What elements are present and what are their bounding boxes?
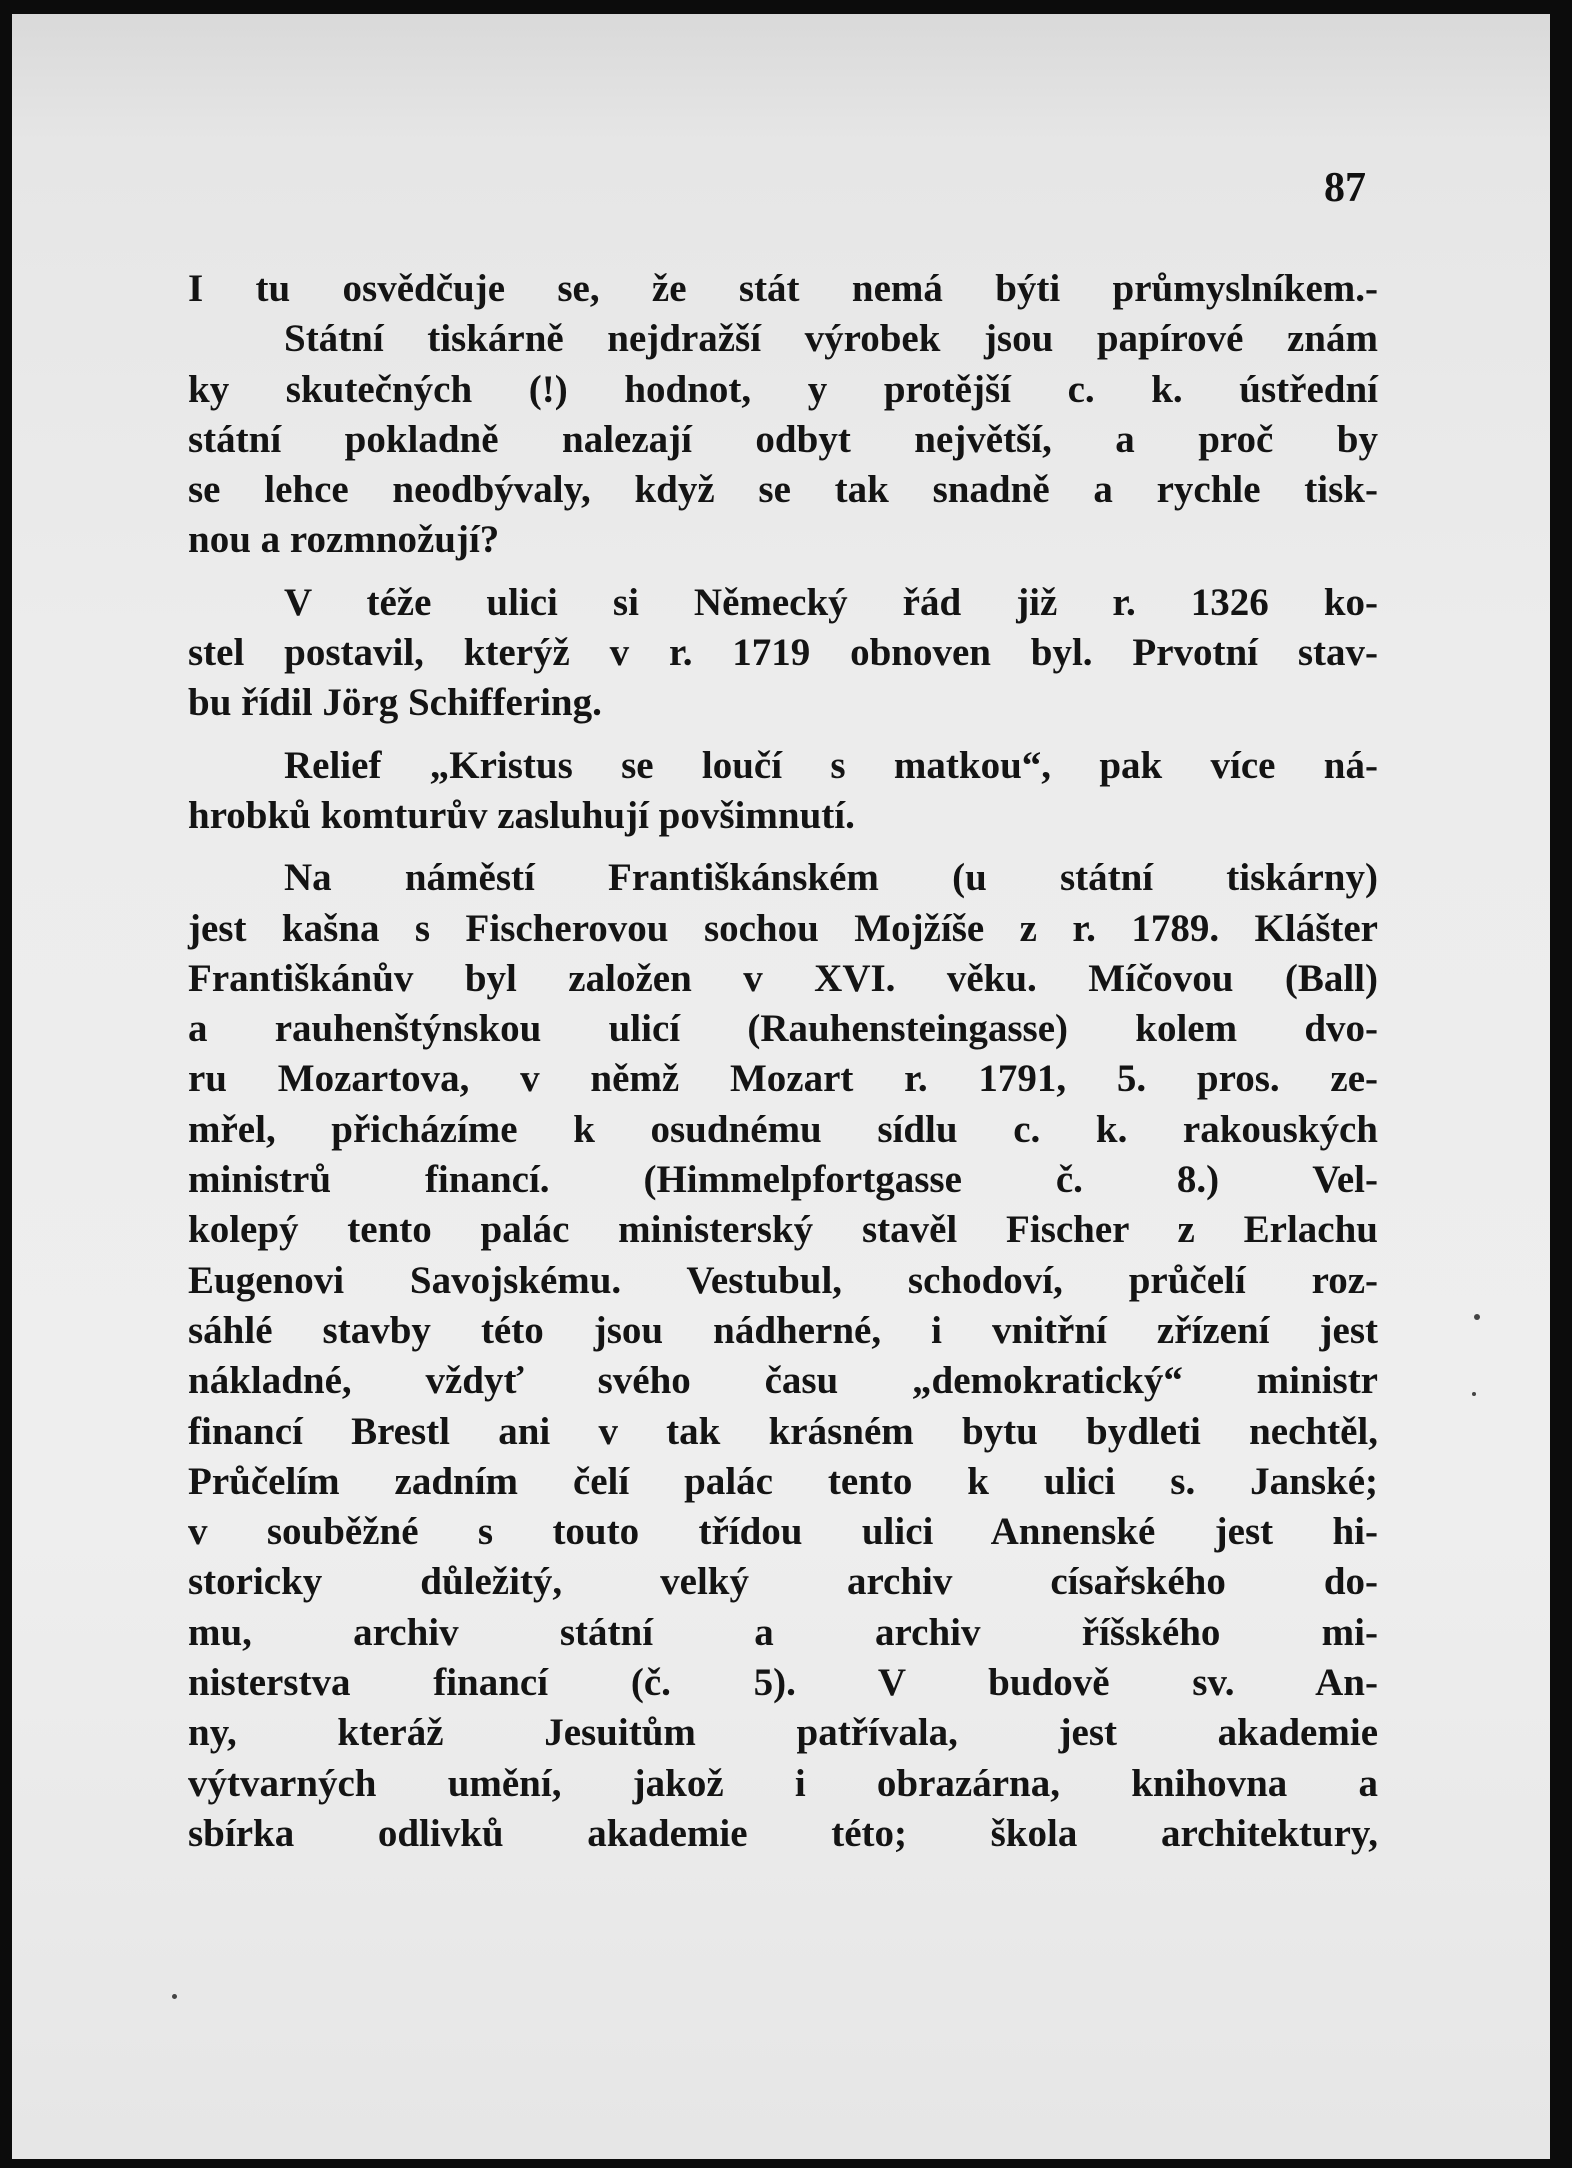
text-line: jest kašna s Fischerovou sochou Mojžíše z r. 1789. Klášter — [188, 906, 1378, 950]
dust-speck — [172, 1994, 177, 1999]
text-line: Státní tiskárně nejdražší výrobek jsou papírové znám — [284, 317, 1378, 361]
text-line: Eugenovi Savojskému. Vestubul, schodoví, průčelí roz- — [188, 1258, 1378, 1302]
book-page — [12, 14, 1550, 2159]
text-line: ky skutečných (!) hodnot, y protější c. k. ústřední — [188, 367, 1378, 411]
text-line: stel postavil, kterýž v r. 1719 obnoven byl. Prvotní stav- — [188, 631, 1378, 675]
text-line: sbírka odlivků akademie této; škola architektury, — [188, 1811, 1378, 1855]
text-line: se lehce neodbývaly, když se tak snadně a rychle tisk- — [188, 468, 1378, 512]
text-line: výtvarných umění, jakož i obrazárna, knihovna a — [188, 1761, 1378, 1805]
text-line: Průčelím zadním čelí palác tento k ulici s. Janské; — [188, 1459, 1378, 1503]
text-line: hrobků komturův zasluhují povšimnutí. — [188, 793, 855, 837]
text-line: V téže ulici si Německý řád již r. 1326 ko- — [284, 580, 1378, 624]
text-line: ru Mozartova, v němž Mozart r. 1791, 5. pros. ze- — [188, 1057, 1378, 1101]
text-line: storicky důležitý, velký archiv císařského do- — [188, 1560, 1378, 1604]
text-line: v souběžné s touto třídou ulici Annenské jest hi- — [188, 1510, 1378, 1554]
text-line: a rauhenštýnskou ulicí (Rauhensteingasse) kolem dvo- — [188, 1007, 1378, 1051]
dust-speck — [1474, 1314, 1480, 1320]
text-line: mu, archiv státní a archiv říšského mi- — [188, 1610, 1378, 1654]
text-line: nisterstva financí (č. 5). V budově sv. An- — [188, 1661, 1378, 1705]
text-line: Františkánův byl založen v XVI. věku. Míčovou (Ball) — [188, 956, 1378, 1000]
text-line: Relief „Kristus se loučí s matkou“, pak více ná- — [284, 743, 1378, 787]
text-line: Na náměstí Františkánském (u státní tiskárny) — [284, 856, 1378, 900]
text-line: kolepý tento palác ministerský stavěl Fischer z Erlachu — [188, 1208, 1378, 1252]
body-text — [188, 264, 1378, 1859]
text-line: sáhlé stavby této jsou nádherné, i vnitřní zřízení jest — [188, 1308, 1378, 1352]
page-number: 87 — [1324, 165, 1366, 211]
text-line: nákladné, vždyť svého času „demokratický“ ministr — [188, 1359, 1378, 1403]
text-line: mřel, přicházíme k osudnému sídlu c. k. rakouských — [188, 1107, 1378, 1151]
text-line: nou a rozmnožují? — [188, 518, 500, 562]
dust-speck — [1472, 1392, 1476, 1396]
text-line: ministrů financí. (Himmelpfortgasse č. 8.) Vel- — [188, 1158, 1378, 1202]
text-line: I tu osvědčuje se, že stát nemá býti průmyslníkem.- — [188, 267, 1378, 310]
text-line: financí Brestl ani v tak krásném bytu bydleti nechtěl, — [188, 1409, 1378, 1453]
text-line: bu řídil Jörg Schiffering. — [188, 681, 602, 725]
text-line: ny, kteráž Jesuitům patřívala, jest akademie — [188, 1711, 1378, 1755]
text-line: státní pokladně nalezají odbyt největší, a proč by — [188, 417, 1378, 461]
